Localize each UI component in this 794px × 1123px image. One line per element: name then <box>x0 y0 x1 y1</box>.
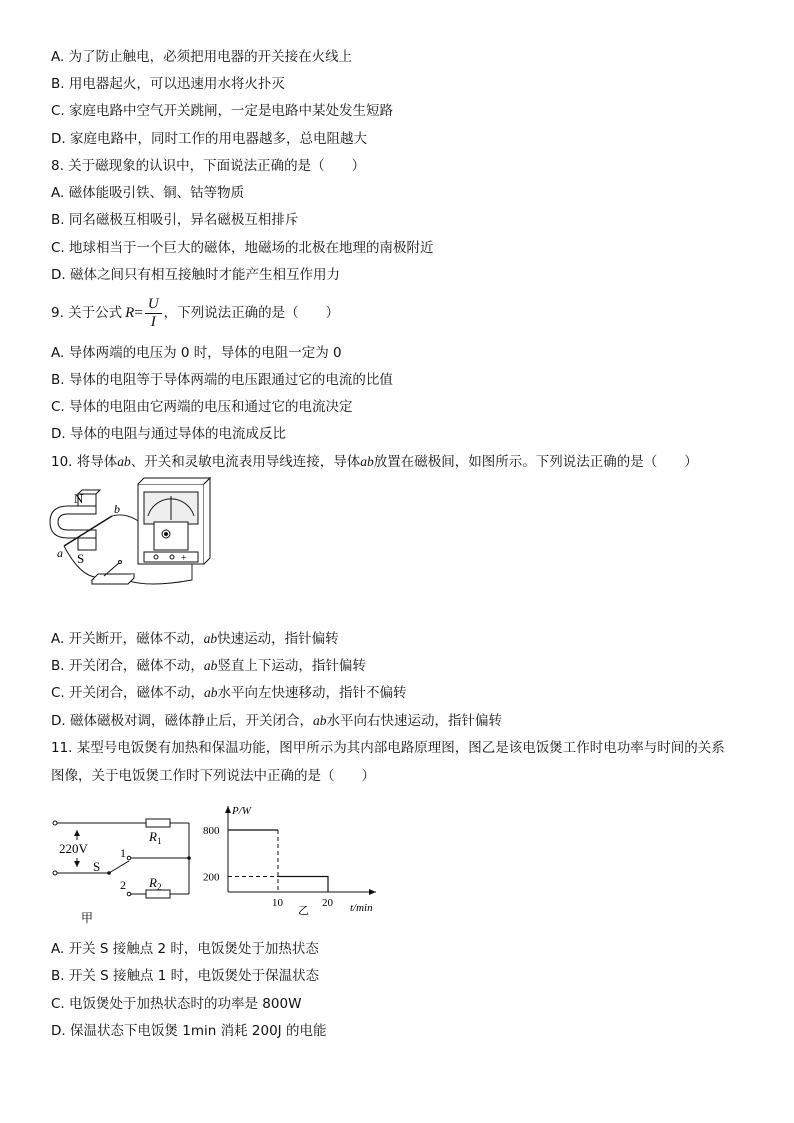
circuit-r2-sub: 2 <box>156 882 162 892</box>
q10-d-ab: ab <box>312 713 327 728</box>
q10-stem-ab-1: ab <box>117 454 131 469</box>
q7-option-b: B. 用电器起火，可以迅速用水将火扑灭 <box>51 76 285 92</box>
y-axis-label: P/W <box>232 805 251 817</box>
resistor-r1 <box>146 819 170 827</box>
q10-d-post: 水平向右快速运动，指针偏转 <box>326 713 502 729</box>
q8-option-a: A. 磁体能吸引铁、铜、钴等物质 <box>51 185 245 201</box>
q10-a-ab: ab <box>203 631 218 646</box>
q10-option-c <box>51 684 407 702</box>
q9-stem <box>51 294 339 332</box>
circuit-contact-2: 2 <box>120 878 126 892</box>
conductor-label-b: b <box>114 502 120 516</box>
q11-stem-line1: 11. 某型号电饭煲有加热和保温功能，图甲所示为其内部电路原理图，图乙是该电饭煲工作时电功率与时间的关系 <box>51 740 725 756</box>
x-tick-20: 20 <box>322 897 333 909</box>
q9-option-c: C. 导体的电阻由它两端的电压和通过它的电流决定 <box>51 399 353 415</box>
q10-option-d <box>51 712 502 730</box>
q10-c-pre: C. 开关闭合，磁体不动， <box>51 685 205 701</box>
q10-c-ab: ab <box>204 685 218 700</box>
q10-option-a <box>51 630 339 648</box>
q10-b-ab: ab <box>203 658 218 673</box>
switch-pivot <box>107 871 111 875</box>
q7-option-d: D. 家庭电路中，同时工作的用电器越多，总电阻越大 <box>51 131 367 147</box>
q10-stem-ab-2: ab <box>360 454 374 469</box>
x-tick-10: 10 <box>272 897 283 909</box>
y-tick-200: 200 <box>203 871 220 884</box>
q11-option-d: D. 保温状态下电饭煲 1min 消耗 200J 的电能 <box>51 1023 327 1039</box>
q10-d-pre: D. 磁体磁极对调，磁体静止后，开关闭合， <box>51 713 313 729</box>
q9-formula-eq: = <box>134 305 143 321</box>
circuit-r2-letter: R <box>149 875 157 890</box>
magnet-label-n: N <box>74 491 84 506</box>
series-warming-segment <box>278 877 328 893</box>
junction-dot <box>187 856 191 860</box>
q9-formula-lhs: R <box>125 305 135 321</box>
circuit-r1-letter: R <box>149 829 157 844</box>
q8-option-c: C. 地球相当于一个巨大的磁体，地磁场的北极在地理的南极附近 <box>51 240 434 256</box>
galvanometer-plus: + <box>181 553 187 564</box>
circuit-switch-label: S <box>93 859 101 874</box>
q7-option-a: A. 为了防止触电，必须把用电器的开关接在火线上 <box>51 49 353 65</box>
q11-option-a: A. 开关 S 接触点 2 时，电饭煲处于加热状态 <box>51 941 319 957</box>
q11-circuit-figure <box>52 814 204 926</box>
circuit-contact-1: 1 <box>120 846 126 860</box>
q10-b-post: 竖直上下运动，指针偏转 <box>217 658 366 674</box>
q9-option-d: D. 导体的电阻与通过导体的电流成反比 <box>51 426 286 442</box>
galvanometer <box>138 478 210 564</box>
graph-caption: 乙 <box>298 905 309 917</box>
q8-option-d: D. 磁体之间只有相互接触时才能产生相互作用力 <box>51 267 340 283</box>
q9-option-a: A. 导体两端的电压为 0 时，导体的电阻一定为 0 <box>51 345 342 361</box>
q9-formula-fraction <box>145 296 162 331</box>
q9-formula-denominator: I <box>150 313 156 330</box>
q7-option-c: C. 家庭电路中空气开关跳闸，一定是电路中某处发生短路 <box>51 103 394 119</box>
wire-switch-to-meter <box>126 564 192 584</box>
conductor-label-a: a <box>57 546 63 560</box>
contact-1-dot <box>127 856 131 860</box>
circuit-r1-label <box>148 829 161 846</box>
contact-2-dot <box>127 892 131 896</box>
q9-stem-suffix: ，下列说法正确的是（ ） <box>163 305 340 321</box>
graph-axes <box>225 806 376 895</box>
circuit-voltage-label: 220V <box>59 841 88 856</box>
circuit-r2-label <box>148 875 161 892</box>
q8-stem: 8. 关于磁现象的认识中，下面说法正确的是（ ） <box>51 158 366 174</box>
q10-option-b <box>51 657 366 675</box>
q9-option-b: B. 导体的电阻等于导体两端的电压跟通过它的电流的比值 <box>51 372 393 388</box>
graph-labels <box>203 805 373 917</box>
q11-option-b: B. 开关 S 接触点 1 时，电饭煲处于保温状态 <box>51 968 320 984</box>
circuit-caption: 甲 <box>81 911 94 925</box>
y-tick-800: 800 <box>203 825 220 837</box>
q10-c-post: 水平向左快速移动，指针不偏转 <box>217 685 407 701</box>
magnet-label-s: S <box>77 551 85 566</box>
circuit-r1-sub: 1 <box>156 836 162 846</box>
q10-a-post: 快速运动，指针偏转 <box>217 631 339 647</box>
q10-stem-part2: 、开关和灵敏电流表用导线连接，导体 <box>130 454 361 470</box>
q11-option-c: C. 电饭煲处于加热状态时的功率是 800W <box>51 996 302 1012</box>
graph-marks <box>228 830 328 892</box>
x-axis-arrow <box>369 889 376 895</box>
q10-b-pre: B. 开关闭合，磁体不动， <box>51 658 204 674</box>
y-axis-arrow <box>225 806 231 813</box>
q10-stem-part3: 放置在磁极间，如图所示。下列说法正确的是（ ） <box>373 454 698 470</box>
q9-stem-prefix: 9. 关于公式 <box>51 305 123 321</box>
q10-stem-part1: 10. 将导体 <box>51 454 118 470</box>
q11-stem-line2: 图像，关于电饭煲工作时下列说法中正确的是（ ） <box>51 768 375 784</box>
knife-switch <box>92 561 134 585</box>
q11-power-time-graph <box>196 800 386 926</box>
x-axis-label: t/min <box>350 902 373 914</box>
q8-option-b: B. 同名磁极互相吸引，异名磁极互相排斥 <box>51 212 299 228</box>
q10-figure <box>44 476 244 594</box>
q10-a-pre: A. 开关断开，磁体不动， <box>51 631 204 647</box>
q9-formula-numerator: U <box>145 296 162 314</box>
wire-a-to-switch <box>64 546 106 577</box>
q10-stem <box>51 453 698 471</box>
